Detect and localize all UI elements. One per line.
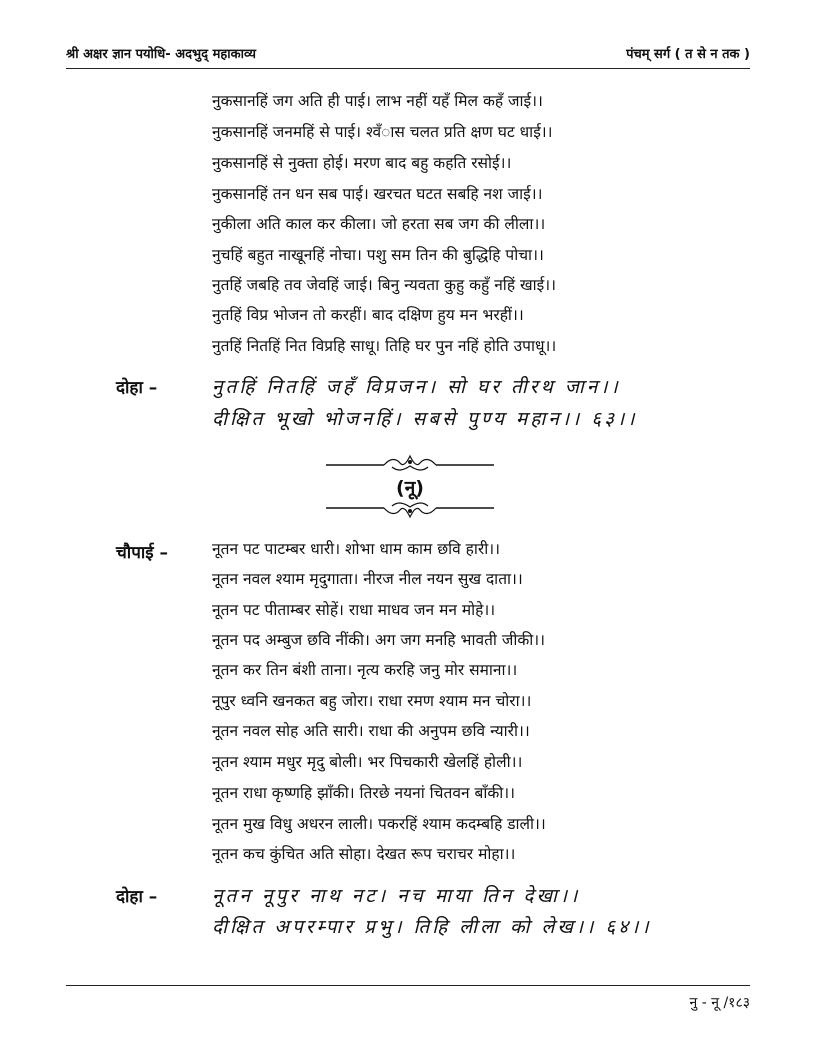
verse-line: नूतन पट पाटम्बर धारी। शोभा धाम काम छवि हारी।। <box>212 540 501 558</box>
verse-line: नूतन कच कुंचित अति सोहा। देखत रूप चराचर मोहा।। <box>212 845 516 863</box>
doha-label: दोहा – <box>116 887 158 907</box>
doha-label: दोहा – <box>116 378 158 398</box>
running-header-chapter: पंचम् सर्ग ( त से न तक ) <box>626 47 750 62</box>
ornament-divider-top <box>326 452 494 474</box>
doha-line: नूतन नूपुर नाथ नट। नच माया तिन देखा।। <box>212 885 581 907</box>
verse-line: नुकसानहिं से नुक्ता होई। मरण बाद बहु कहति रसोई।। <box>212 154 512 172</box>
verse-line: नूतन राधा कृष्णहि झाँकी। तिरछे नयनां चितवन बाँकी।। <box>212 784 516 802</box>
verse-line: नूतन मुख विधु अधरन लाली। पकरहिं श्याम कदम्बहि डाली।। <box>212 815 546 833</box>
verse-line: नूपुर ध्वनि खनकत बहु जोरा। राधा रमण श्याम मन चोरा।। <box>212 692 532 710</box>
ornament-divider-bottom <box>326 498 494 520</box>
verse-line: नूतन कर तिन बंशी ताना। नृत्य करहि जनु मोर समाना।। <box>212 661 518 679</box>
doha-line: दीक्षित भूखो भोजनहिं। सबसे पुण्य महान।। ६३।। <box>212 408 638 430</box>
verse-line: नूतन नवल श्याम मृदुगाता। नीरज नील नयन सुख दाता।। <box>212 570 523 588</box>
verse-line: नुतहिं जबहि तव जेवहिं जाई। बिनु न्यवता कुहु कहुँ नहिं खाई।। <box>212 276 557 294</box>
verse-line: नुकीला अति काल कर कीला। जो हरता सब जग की लीला।। <box>212 215 546 233</box>
verse-line: नुचहिं बहुत नाखूनहिं नोचा। पशु सम तिन की बुद्धिहि पोचा।। <box>212 246 544 264</box>
doha-line: दीक्षित अपरम्पार प्रभु। तिहि लीला को लेख।। ६४।। <box>212 916 652 938</box>
verse-line: नूतन पद अम्बुज छवि नींकी। अग जग मनहि भावती जीकी।। <box>212 631 546 649</box>
verse-line: नुकसानहिं जनमहिं से पाई। श्वँास चलत प्रति क्षण घट धाई।। <box>212 123 553 141</box>
verse-line: नूतन श्याम मधुर मृदु बोली। भर पिचकारी खेलहिं होली।। <box>212 753 523 771</box>
verse-line: नुतहिं नितहिं नित विप्रहि साधू। तिहि घर पुन नहिं होति उपाधू।। <box>212 337 557 355</box>
section-title: (नू) <box>396 477 424 499</box>
verse-line: नुतहिं विप्र भोजन तो करहीं। बाद दक्षिण हुय मन भरहीं।। <box>212 306 524 324</box>
verse-line: नूतन नवल सोह अति सारी। राधा की अनुपम छवि न्यारी।। <box>212 722 530 740</box>
page-number: नु - नू /१८३ <box>689 995 750 1011</box>
header-divider <box>66 68 750 69</box>
doha-line: नुतहिं नितहिं जहँ विप्रजन। सो घर तीरथ जान।। <box>212 376 621 398</box>
footer-divider <box>66 985 750 986</box>
chaupai-label: चौपाई – <box>116 543 169 563</box>
verse-line: नूतन पट पीताम्बर सोहें। राधा माधव जन मन मोहे।। <box>212 601 496 619</box>
running-header-title: श्री अक्षर ज्ञान पयोधि- अदभुद् महाकाव्य <box>66 47 256 62</box>
verse-line: नुकसानहिं जग अति ही पाई। लाभ नहीं यहँ मिल कहँ जाई।। <box>212 92 543 110</box>
verse-line: नुकसानहिं तन धन सब पाई। खरचत घटत सबहि नश जाई।। <box>212 185 543 203</box>
